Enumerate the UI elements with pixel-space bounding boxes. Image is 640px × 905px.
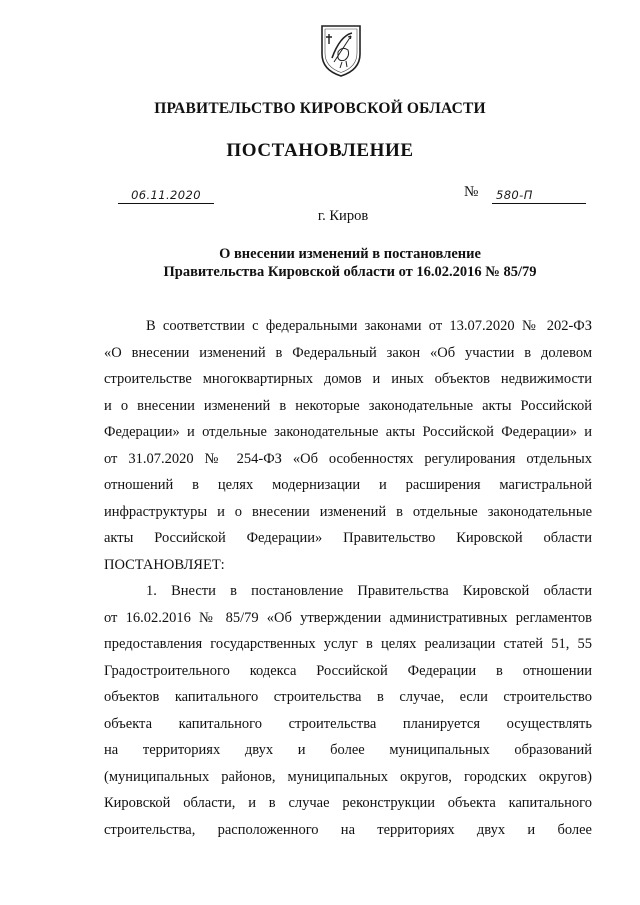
coat-of-arms-emblem	[318, 22, 364, 78]
body-line: инфраструктуры и о внесении изменений в отдельные законодательные	[104, 503, 592, 520]
body-line: ПОСТАНОВЛЯЕТ:	[104, 556, 225, 573]
body-line: Градостроительного кодекса Российской Федерации в отношении	[104, 662, 592, 679]
title-line: Правительства Кировской области от 16.02.2016 № 85/79	[163, 264, 537, 280]
body-line: объектов капитального строительства в случае, если строительство	[104, 689, 592, 705]
body-line: объекта капитального строительства планируется осуществлять	[104, 715, 592, 732]
organization-name: ПРАВИТЕЛЬСТВО КИРОВСКОЙ ОБЛАСТИ	[154, 100, 486, 117]
document-number: 580-П	[496, 188, 533, 202]
body-line: акты Российской Федерации» Правительство Кировской области	[104, 530, 592, 546]
title-line: О внесении изменений в постановление	[219, 246, 481, 262]
date-field	[118, 187, 214, 204]
body-line: 1. Внести в постановление Правительства Кировской области	[146, 583, 592, 599]
document-date: 06.11.2020	[131, 188, 201, 202]
body-line: (муниципальных районов, муниципальных округов, городских округов)	[104, 768, 592, 785]
number-label: №	[464, 184, 479, 200]
body-line: на территориях двух и более муниципальных образований	[104, 742, 592, 758]
document-body	[104, 313, 592, 843]
body-line: Федерации» и отдельные законодательные акты Российской Федерации» и	[104, 424, 592, 440]
body-line: Кировской области, и в случае реконструкции объекта капитального	[104, 795, 592, 811]
document-type: ПОСТАНОВЛЕНИЕ	[226, 140, 414, 161]
number-field	[492, 187, 586, 204]
body-line: «О внесении изменений в Федеральный закон «Об участии в долевом	[104, 344, 592, 361]
body-line: строительства, расположенного на территориях двух и более	[104, 821, 592, 838]
body-line: отношений в целях модернизации и расширения магистральной	[104, 477, 592, 493]
document-title	[110, 245, 590, 281]
body-line: и о внесении изменений в некоторые законодательные акты Российской	[104, 397, 592, 414]
city: г. Киров	[317, 208, 369, 224]
body-line: В соответствии с федеральными законами от 13.07.2020 № 202-ФЗ	[146, 318, 592, 334]
body-line: предоставления государственных услуг в целях реализации статей 51, 55	[104, 636, 592, 652]
body-line: от 31.07.2020 № 254-ФЗ «Об особенностях регулирования отдельных	[104, 450, 592, 467]
body-line: от 16.02.2016 № 85/79 «Об утверждении административных регламентов	[104, 609, 592, 626]
body-line: строительстве многоквартирных домов и иных объектов недвижимости	[104, 371, 592, 387]
